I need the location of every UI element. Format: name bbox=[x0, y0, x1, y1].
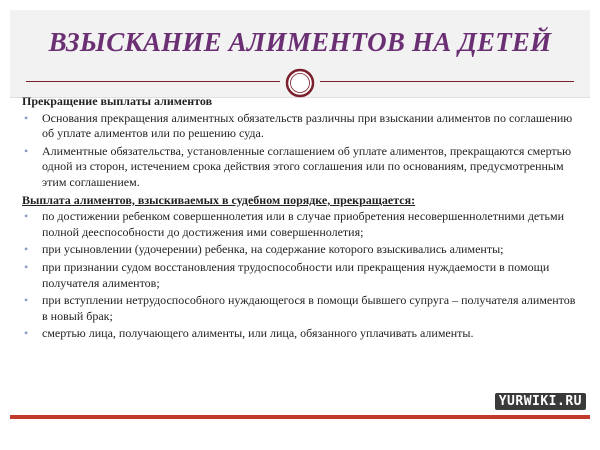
section-heading: Выплата алиментов, взыскиваемых в судебном порядке, прекращается: bbox=[22, 192, 416, 207]
bullet-icon: • bbox=[24, 326, 29, 341]
list-item-text: по достижении ребенком совершеннолетия или в случае приобретения несовершеннолетними детьми полной дееспособности до достижения ими совершеннолетия; bbox=[42, 209, 564, 239]
list-item-text: смертью лица, получающего алименты, или лица, обязанного уплачивать алименты. bbox=[42, 326, 474, 341]
list-item bbox=[22, 260, 582, 291]
bullet-list bbox=[22, 209, 582, 342]
title-divider-right bbox=[320, 81, 574, 82]
list-item-text: при вступлении нетрудоспособного нуждающегося в помощи бывшего супруга – получателя алиментов в новый брак; bbox=[42, 293, 576, 323]
list-item-text: Алиментные обязательства, установленные соглашением об уплате алиментов, прекращаются смертью одной из сторон, истечением срока действия этого соглашения или по основаниям, предусмотренным этим соглашением. bbox=[42, 143, 572, 189]
list-item-text: Основания прекращения алиментных обязательств различны при взыскании алиментов по соглашению об уплате алиментов или по решению суда. bbox=[42, 110, 573, 141]
bullet-icon: • bbox=[24, 110, 29, 125]
page-title: ВЗЫСКАНИЕ АЛИМЕНТОВ НА ДЕТЕЙ bbox=[48, 27, 552, 57]
list-item bbox=[22, 242, 582, 258]
list-item-text: при признании судом восстановления трудоспособности или прекращения нуждаемости в помощи получателя алиментов; bbox=[42, 259, 550, 290]
footer-bar bbox=[10, 415, 590, 419]
title-divider-left bbox=[26, 81, 280, 82]
bullet-icon: • bbox=[24, 209, 29, 224]
list-item bbox=[22, 144, 582, 191]
bullet-icon: • bbox=[24, 242, 29, 257]
list-item bbox=[22, 293, 582, 324]
bullet-icon: • bbox=[24, 293, 29, 308]
list-item-text: при усыновлении (удочерении) ребенка, на содержание которого взыскивались алименты; bbox=[42, 242, 504, 257]
bullet-icon: • bbox=[24, 143, 29, 158]
list-item bbox=[22, 209, 582, 240]
content-body bbox=[22, 94, 582, 344]
bullet-icon: • bbox=[24, 259, 29, 274]
list-item bbox=[22, 111, 582, 142]
list-item bbox=[22, 326, 582, 342]
bullet-list bbox=[22, 111, 582, 191]
section-heading: Прекращение выплаты алиментов bbox=[22, 94, 213, 108]
watermark-logo: YURWIKI.RU bbox=[495, 393, 586, 410]
